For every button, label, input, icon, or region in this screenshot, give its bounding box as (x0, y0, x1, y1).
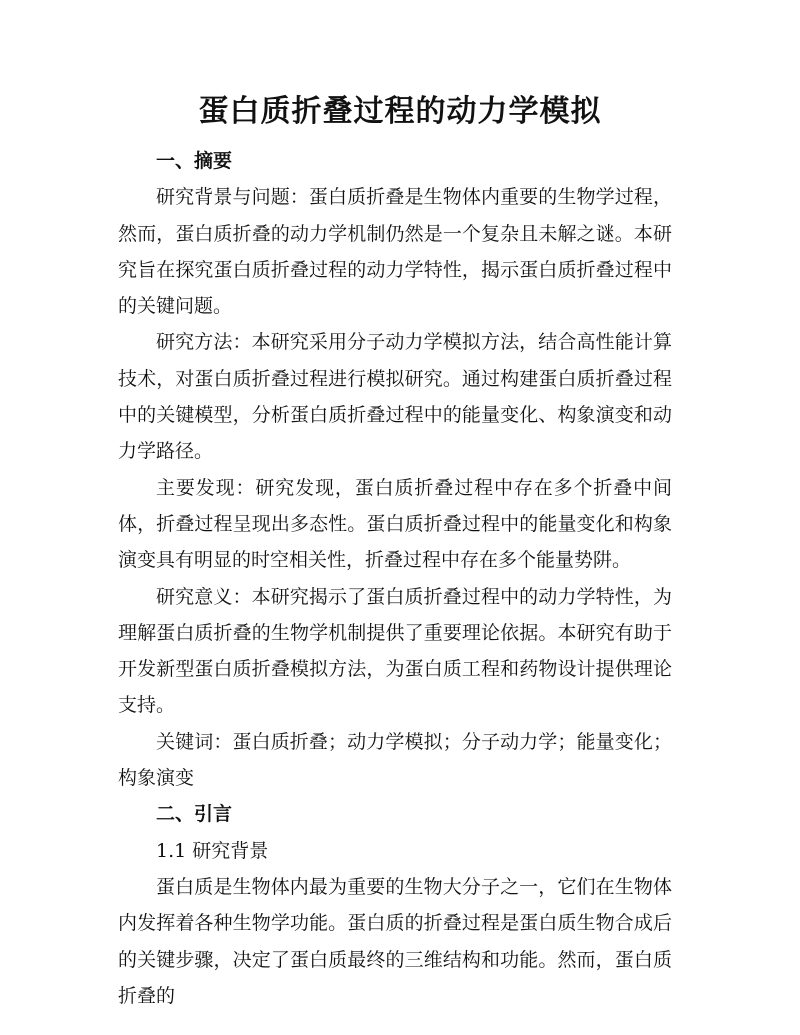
subsection-heading-background: 1.1 研究背景 (156, 839, 269, 862)
abstract-background-paragraph: 研究背景与问题：蛋白质折叠是生物体内重要的生物学过程，然而，蛋白质折叠的动力学机制仍然是一个复杂且未解之谜。本研究旨在探究蛋白质折叠过程的动力学特性，揭示蛋白质折叠过程中的关键问题。 (118, 186, 672, 318)
introduction-paragraph: 蛋白质是生物体内最为重要的生物大分子之一，它们在生物体内发挥着各种生物学功能。蛋白质的折叠过程是蛋白质生物合成后的关键步骤，决定了蛋白质最终的三维结构和功能。然而，蛋白质折叠的 (118, 875, 672, 1007)
abstract-significance-paragraph: 研究意义：本研究揭示了蛋白质折叠过程中的动力学特性，为理解蛋白质折叠的生物学机制提供了重要理论依据。本研究有助于开发新型蛋白质折叠模拟方法，为蛋白质工程和药物设计提供理论支持。 (118, 585, 672, 717)
document-title: 蛋白质折叠过程的动力学模拟 (198, 94, 602, 129)
abstract-methods-paragraph: 研究方法：本研究采用分子动力学模拟方法，结合高性能计算技术，对蛋白质折叠过程进行模拟研究。通过构建蛋白质折叠过程中的关键模型，分析蛋白质折叠过程中的能量变化、构象演变和动力学路径。 (118, 331, 672, 463)
keywords-paragraph: 关键词：蛋白质折叠；动力学模拟；分子动力学；能量变化；构象演变 (118, 730, 672, 790)
section-heading-introduction: 二、引言 (156, 803, 233, 826)
document-body (118, 143, 672, 1014)
abstract-findings-paragraph: 主要发现：研究发现，蛋白质折叠过程中存在多个折叠中间体，折叠过程呈现出多态性。蛋白质折叠过程中的能量变化和构象演变具有明显的时空相关性，折叠过程中存在多个能量势阱。 (118, 476, 672, 572)
section-heading-abstract: 一、摘要 (156, 150, 233, 172)
